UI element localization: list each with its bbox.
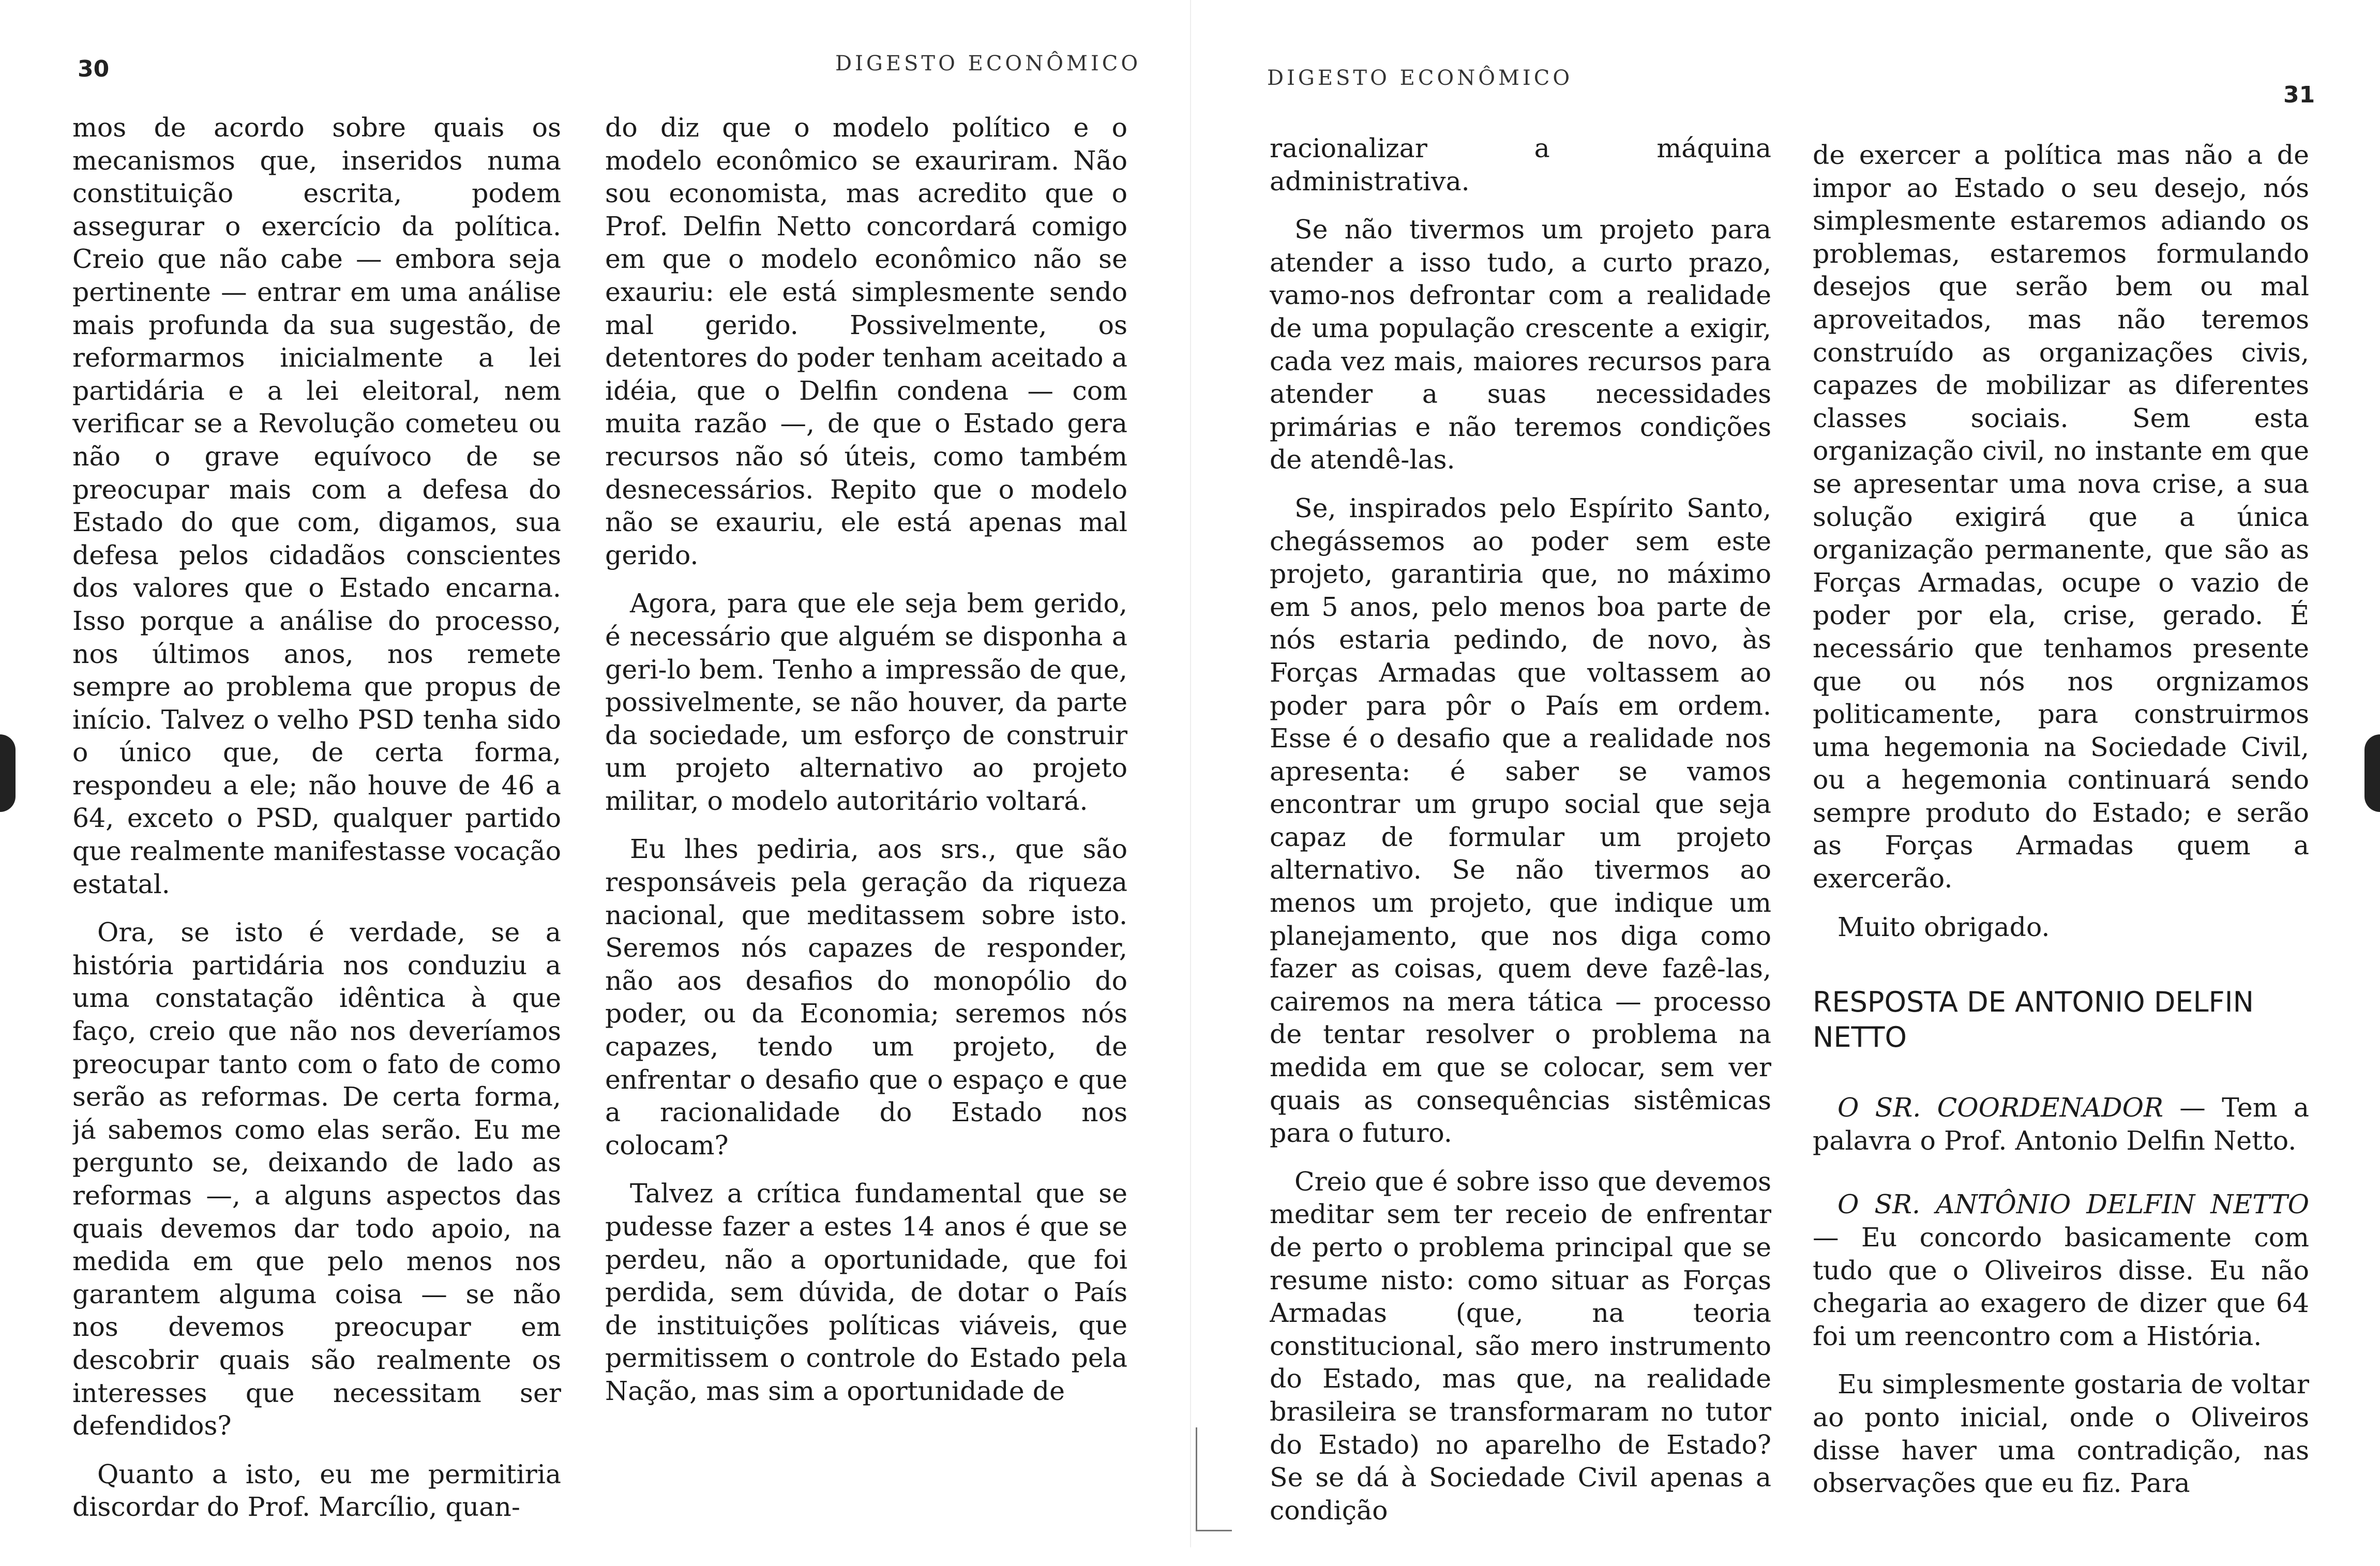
speech-paragraph — [1813, 1188, 2309, 1352]
paragraph: Muito obrigado. — [1837, 911, 2050, 942]
running-head-left: DIGESTO ECONÔMICO — [835, 52, 1141, 76]
registration-mark-right — [2364, 734, 2380, 812]
speaker-name: O SR. COORDENADOR — [1837, 1092, 2164, 1123]
text-column-3 — [1270, 132, 1771, 1559]
paragraph: Talvez a crítica fundamental que se pudesse fazer a estes 14 anos é que se perdeu, não a oportunidade, que foi perdida, sem dúvida, de dotar o País de instituições políticas viáveis, que permitissem o controle do Estado pela Nação, mas sim a oportunidade de — [605, 1178, 1127, 1406]
paragraph: de exercer a política mas não a de impor ao Estado o seu desejo, nós simplesmente estaremos adiando os problemas, estaremos formulando desejos que serão bem ou mal aproveitados, mas não teremos construído as organizações civis, capazes de mobilizar as diferentes classes sociais. Sem esta organização civil, no instante em que se apresentar uma nova crise, a sua solução exigirá que a única organização permanente, que são as Forças Armadas, ocupe o vazio de poder por ela, crise, gerado. É necessário que tenhamos presente que ou nós nos orgnizamos politicamente, para construirmos uma hegemonia na Sociedade Civil, ou a hegemonia continuará sendo sempre produto do Estado; e serão as Forças Armadas quem a exercerão. — [1813, 140, 2309, 894]
page-number-left: 30 — [78, 56, 110, 82]
paragraph: do diz que o modelo político e o modelo econômico se exauriram. Não sou economista, mas acredito que o Prof. Delfin Netto concordará comigo em que o modelo econômico não se exauriu: ele está simplesmente sendo mal gerido. Possivelmente, os detentores do poder tenham aceitado a idéia, que o Delfin condena — com muita razão —, de que o Estado gera recursos não só úteis, como também desnecessários. Repito que o modelo não se exauriu, ele está apenas mal gerido. — [605, 112, 1127, 570]
page-gutter — [1190, 0, 1191, 1547]
running-head-right: DIGESTO ECONÔMICO — [1267, 66, 1573, 90]
paragraph: Se, inspirados pelo Espírito Santo, chegássemos ao poder sem este projeto, garantiria que, no máximo em 5 anos, pelo menos boa parte de nós estaria pedindo, de novo, às Forças Armadas que voltassem ao poder para pôr o País em ordem. Esse é o desafio que a realidade nos apresenta: é saber se vamos encontrar um grupo social que seja capaz de formular um projeto alternativo. Se não tivermos ao menos um projeto, que indique um planejamento, que nos diga como fazer as coisas, quem deve fazê-las, cairemos na mera tática — processo de tentar resolver o problema na medida em que se colocar, sem ver quais as consequências sistêmicas para o futuro. — [1270, 492, 1771, 1149]
paragraph: Eu lhes pediria, aos srs., que são responsáveis pela geração da riqueza nacional, que meditassem sobre isto. Seremos nós capazes de responder, não aos desafios do monopólio do poder, ou da Economia; seremos nós capazes, tendo um projeto, de enfrentar o desafio que o espaço e que a racionalidade do Estado nos colocam? — [605, 834, 1127, 1161]
paragraph: racionalizar a máquina administrativa. — [1270, 133, 1771, 197]
speech-text: — Tem a palavra o Prof. Antonio Delfin Netto. — [1813, 1092, 2309, 1156]
page-number-right: 31 — [2283, 82, 2315, 108]
speech-paragraph — [1813, 1091, 2309, 1157]
speaker-name: O SR. ANTÔNIO DELFIN NETTO — [1837, 1189, 2309, 1220]
paragraph: Creio que é sobre isso que devemos meditar sem ter receio de enfrentar de perto o problema principal que se resume nisto: como situar as Forças Armadas (que, na teoria constitucional, são mero instrumento do Estado, mas que, na realidade brasileira se transformaram no tutor do Estado) no aparelho de Estado? Se se dá à Sociedade Civil apenas a condição — [1270, 1166, 1771, 1526]
gutter-rule-foot — [1196, 1530, 1232, 1531]
paragraph: Se não tivermos um projeto para atender a isso tudo, a curto prazo, vamo-nos defrontar com a realidade de uma população crescente a exigir, cada vez mais, maiores recursos para atender a suas necessidades primárias e não teremos condições de atendê-las. — [1270, 214, 1771, 475]
paragraph: Ora, se isto é verdade, se a história partidária nos conduziu a uma constatação idêntica à que faço, creio que não nos deveríamos preocupar tanto com o fato de como serão as reformas. De certa forma, já sabemos como elas serão. Eu me pergunto se, deixando de lado as reformas —, a alguns aspectos das quais devemos dar todo apoio, na medida em que pelo menos nos garantem alguma coisa — se não nos devemos preocupar em descobrir quais são realmente os interesses que necessitam ser defendidos? — [72, 917, 561, 1441]
text-column-4 — [1813, 139, 2309, 1566]
text-column-1 — [72, 111, 561, 1539]
section-heading: RESPOSTA DE ANTONIO DELFIN NETTO — [1813, 986, 2254, 1054]
text-column-2 — [605, 111, 1127, 1539]
paragraph: mos de acordo sobre quais os mecanismos que, inseridos numa constituição escrita, podem assegurar o exercício da política. Creio que não cabe — embora seja pertinente — entrar em uma análise mais profunda da sua sugestão, de reformarmos inicialmente a lei partidária e a lei eleitoral, nem verificar se a Revolução cometeu ou não o grave equívoco de se preocupar mais com a defesa do Estado do que com, digamos, sua defesa pelos cidadãos conscientes dos valores que o Estado encarna. Isso porque a análise do processo, nos últimos anos, nos remete sempre ao problema que propus de início. Talvez o velho PSD tenha sido o único que, de certa forma, respondeu a ele; não houve de 46 a 64, exceto o PSD, qualquer partido que realmente manifestasse vocação estatal. — [72, 112, 561, 899]
paragraph: Quanto a isto, eu me permitiria discordar do Prof. Marcílio, quan- — [72, 1458, 561, 1523]
paragraph: Agora, para que ele seja bem gerido, é necessário que alguém se disponha a geri-lo bem. Tenho a impressão de que, possivelmente, se não houver, da parte da sociedade, um esforço de construir um projeto alternativo ao projeto militar, o modelo autoritário voltará. — [605, 588, 1127, 816]
speech-text: — Eu concordo basicamente com tudo que o Oliveiros disse. Eu não chegaria ao exagero de dizer que 64 foi um reencontro com a História. — [1813, 1222, 2309, 1351]
paragraph: Eu simplesmente gostaria de voltar ao ponto inicial, onde o Oliveiros disse haver uma contradição, nas observações que eu fiz. Para — [1813, 1369, 2309, 1499]
gutter-rule — [1196, 1427, 1197, 1531]
registration-mark-left — [0, 734, 16, 812]
